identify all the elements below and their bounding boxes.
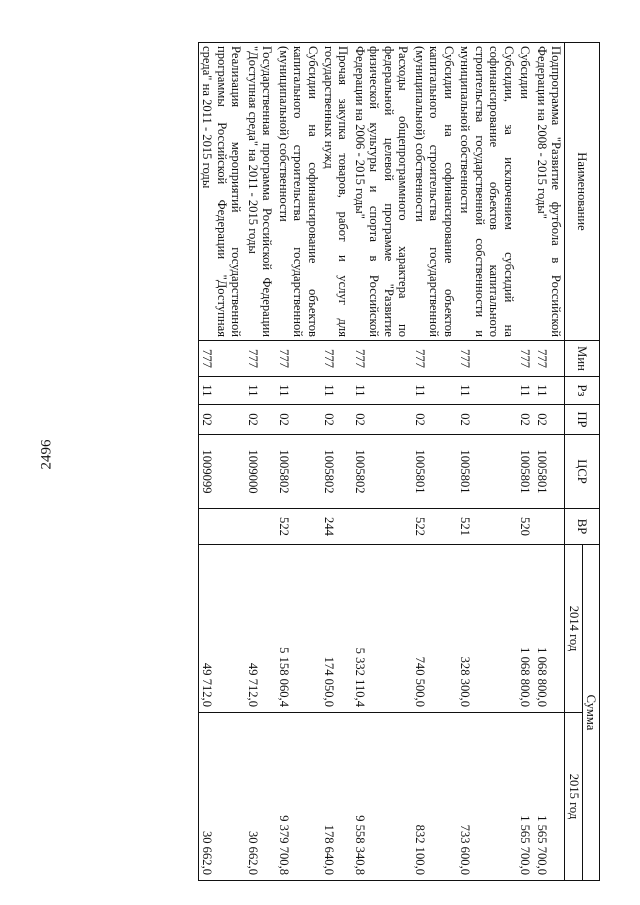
- row-sum-2014: 49 712,0: [198, 545, 244, 713]
- table-row: [457, 43, 517, 881]
- table-row: [198, 43, 244, 881]
- header-name: Наименование: [565, 43, 600, 341]
- row-vr: [198, 509, 244, 545]
- row-csr: 1005802: [321, 435, 352, 509]
- row-csr: 1005801: [457, 435, 517, 509]
- row-pr: 02: [244, 405, 275, 435]
- row-vr: 244: [321, 509, 352, 545]
- row-name: Расходы общепрограммного характера по федеральной целевой программе "Развитие физической культуры и спорта в Российской Федерации на 2006 - 2015 годы": [352, 43, 412, 341]
- row-min: 777: [275, 341, 320, 377]
- row-vr: 522: [275, 509, 320, 545]
- row-name: Государственная программа Российской Федерации "Доступная среда" на 2011 - 2015 годы: [244, 43, 275, 341]
- row-sum-2015: 178 640,0: [321, 713, 352, 881]
- table-row: [275, 43, 320, 881]
- header-csr: ЦСР: [565, 435, 600, 509]
- row-sum-2015: 1 565 700,0: [517, 713, 533, 881]
- row-sum-2014: 5 158 060,4: [275, 545, 320, 713]
- row-rz: 11: [533, 377, 564, 405]
- row-sum-2014: 1 068 800,0: [517, 545, 533, 713]
- row-name: Подпрограмма "Развитие футбола в Российской Федерации на 2008 - 2015 годы": [533, 43, 564, 341]
- table-row: [411, 43, 456, 881]
- row-csr: 1005801: [517, 435, 533, 509]
- row-name: Субсидии на софинансирование объектов капитального строительства государственной (муниципальной) собственности: [275, 43, 320, 341]
- row-rz: 11: [198, 377, 244, 405]
- row-rz: 11: [275, 377, 320, 405]
- row-csr: 1005801: [411, 435, 456, 509]
- row-rz: 11: [244, 377, 275, 405]
- page-number: 2496: [38, 439, 55, 470]
- row-sum-2014: 5 332 110,4: [352, 545, 412, 713]
- header-pr: ПР: [565, 405, 600, 435]
- row-name: Реализация мероприятий государственной программы Российской Федерации "Доступная среда" на 2011 - 2015 годы: [198, 43, 244, 341]
- row-pr: 02: [321, 405, 352, 435]
- row-min: 777: [198, 341, 244, 377]
- row-csr: 1009099: [198, 435, 244, 509]
- row-min: 777: [352, 341, 412, 377]
- header-vr: ВР: [565, 509, 600, 545]
- row-sum-2014: 328 300,0: [457, 545, 517, 713]
- row-vr: 522: [411, 509, 456, 545]
- table-header: [565, 43, 600, 881]
- row-rz: 11: [411, 377, 456, 405]
- row-csr: 1005801: [533, 435, 564, 509]
- row-min: 777: [321, 341, 352, 377]
- row-rz: 11: [321, 377, 352, 405]
- row-pr: 02: [198, 405, 244, 435]
- header-min: Мин: [565, 341, 600, 377]
- header-2014: 2014 год: [565, 545, 582, 713]
- row-rz: 11: [457, 377, 517, 405]
- row-csr: 1005802: [352, 435, 412, 509]
- row-pr: 02: [533, 405, 564, 435]
- row-pr: 02: [275, 405, 320, 435]
- row-sum-2014: 49 712,0: [244, 545, 275, 713]
- table-row: [533, 43, 564, 881]
- row-rz: 11: [352, 377, 412, 405]
- row-pr: 02: [517, 405, 533, 435]
- header-rz: Рз: [565, 377, 600, 405]
- row-csr: 1009000: [244, 435, 275, 509]
- row-csr: 1005802: [275, 435, 320, 509]
- row-sum-2015: 733 600,0: [457, 713, 517, 881]
- row-name: Субсидии: [517, 43, 533, 341]
- row-sum-2015: 30 662,0: [244, 713, 275, 881]
- row-pr: 02: [411, 405, 456, 435]
- table-row: [352, 43, 412, 881]
- row-vr: 521: [457, 509, 517, 545]
- row-name: Субсидии на софинансирование объектов капитального строительства государственной (муниципальной) собственности: [411, 43, 456, 341]
- table-body: [198, 43, 564, 881]
- row-sum-2015: 30 662,0: [198, 713, 244, 881]
- row-sum-2015: 1 565 700,0: [533, 713, 564, 881]
- row-min: 777: [517, 341, 533, 377]
- header-sum: Сумма: [582, 545, 599, 881]
- row-sum-2014: 174 050,0: [321, 545, 352, 713]
- row-vr: [244, 509, 275, 545]
- row-sum-2014: 740 500,0: [411, 545, 456, 713]
- row-min: 777: [244, 341, 275, 377]
- table-row: [321, 43, 352, 881]
- row-vr: [352, 509, 412, 545]
- budget-table: [198, 42, 600, 881]
- row-min: 777: [533, 341, 564, 377]
- row-sum-2015: 832 100,0: [411, 713, 456, 881]
- row-name: Субсидии, за исключением субсидий на софинансирование объектов капитального строительства государственной собственности и муниципальной собственности: [457, 43, 517, 341]
- row-min: 777: [457, 341, 517, 377]
- row-sum-2014: 1 068 800,0: [533, 545, 564, 713]
- header-2015: 2015 год: [565, 713, 582, 881]
- table-row: [517, 43, 533, 881]
- row-pr: 02: [457, 405, 517, 435]
- table-row: [244, 43, 275, 881]
- row-sum-2015: 9 558 340,8: [352, 713, 412, 881]
- row-pr: 02: [352, 405, 412, 435]
- budget-table-container: [95, 42, 600, 880]
- row-vr: 520: [517, 509, 533, 545]
- row-vr: [533, 509, 564, 545]
- row-rz: 11: [517, 377, 533, 405]
- row-sum-2015: 9 379 700,8: [275, 713, 320, 881]
- row-min: 777: [411, 341, 456, 377]
- row-name: Прочая закупка товаров, работ и услуг для государственных нужд: [321, 43, 352, 341]
